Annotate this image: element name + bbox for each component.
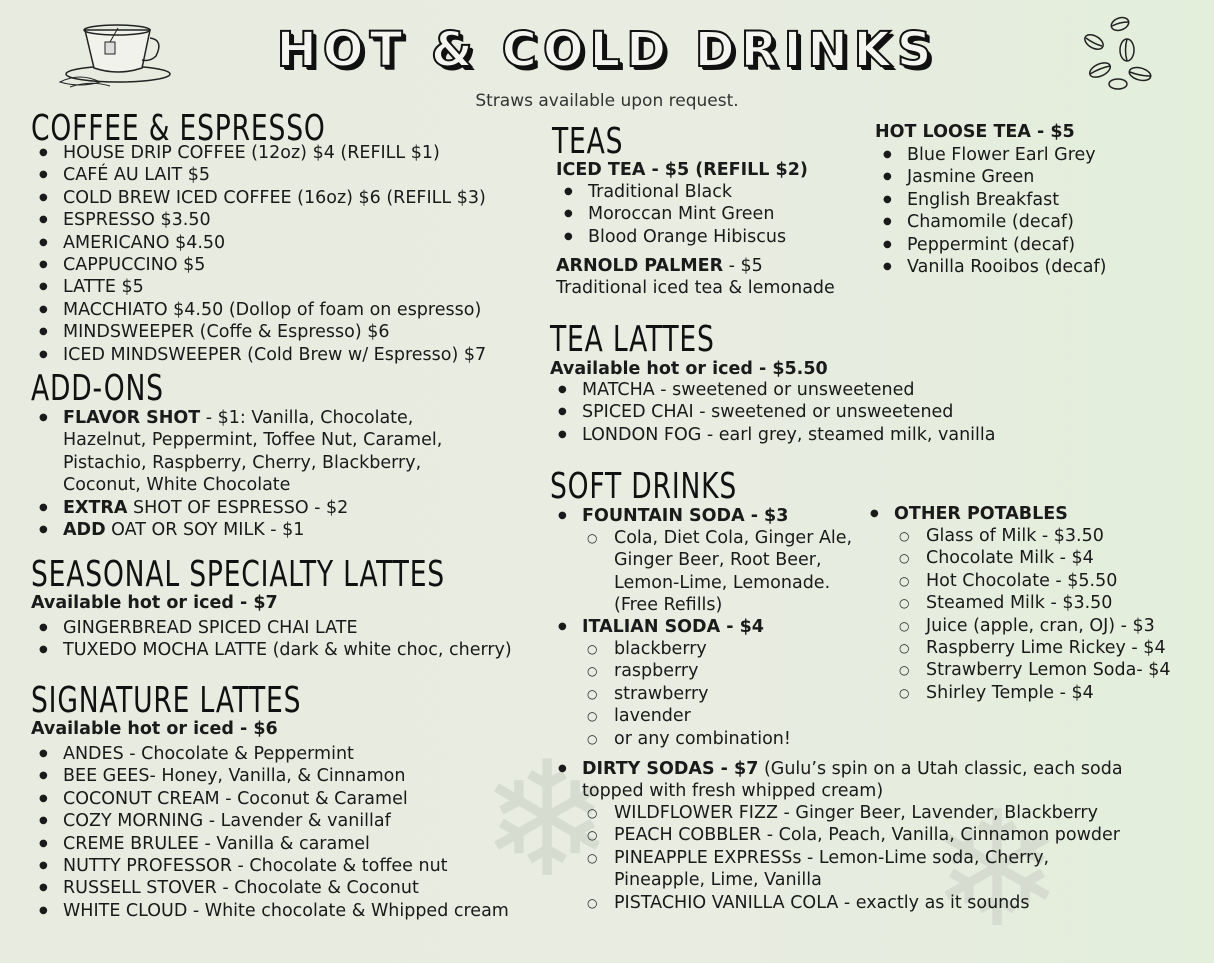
list-item: ● Peppermint (decaf) [875, 234, 1106, 256]
list-item: ○ blackberry [582, 638, 791, 660]
list-item: ● CAFÉ AU LAIT $5 [31, 164, 486, 186]
list-item-continuation: Hazelnut, Peppermint, Toffee Nut, Caramel, [63, 430, 443, 451]
list-item: ● WHITE CLOUD - White chocolate & Whipped cream [31, 900, 509, 922]
list-item: ● English Breakfast [875, 189, 1106, 211]
page-subtitle: Straws available upon request. [475, 91, 739, 111]
list-item: ○ or any combination! [582, 728, 791, 750]
list-item: ○ lavender [582, 705, 791, 727]
list-item [862, 503, 1068, 525]
flavor-shot-label: FLAVOR SHOT [63, 408, 201, 428]
list-item: ○ Juice (apple, cran, OJ) - $3 [894, 615, 1171, 637]
list-item: ● AMERICANO $4.50 [31, 232, 486, 254]
list-item: ● LONDON FOG - earl grey, steamed milk, vanilla [550, 424, 995, 446]
fountain-soda-flavors [582, 527, 852, 617]
iced-tea-list [556, 181, 786, 248]
list-item: ● Vanilla Rooibos (decaf) [875, 256, 1106, 278]
teas-section-title: TEAS [552, 121, 624, 162]
arnold-palmer-price: - $5 [723, 256, 763, 276]
list-item: ○ Shirley Temple - $4 [894, 682, 1171, 704]
soft-drinks-section-title: SOFT DRINKS [550, 466, 738, 507]
iced-tea-title: ICED TEA - $5 (REFILL $2) [556, 160, 808, 180]
signature-subtitle: Available hot or iced - $6 [31, 719, 278, 739]
signature-section-title: SIGNATURE LATTES [31, 680, 302, 721]
list-item: ○ strawberry [582, 683, 791, 705]
list-item: ○ Cola, Diet Cola, Ginger Ale, [582, 527, 852, 549]
list-item-continuation: Pistachio, Raspberry, Cherry, Blackberry, [63, 452, 422, 473]
list-item: ○ PINEAPPLE EXPRESSs - Lemon-Lime soda, Cherry, [582, 847, 1120, 869]
list-item: ○ PISTACHIO VANILLA COLA - exactly as it sounds [582, 892, 1120, 914]
list-item: ● SPICED CHAI - sweetened or unsweetened [550, 401, 995, 423]
list-item: ● ESPRESSO $3.50 [31, 209, 486, 231]
list-item: ○ Chocolate Milk - $4 [894, 547, 1171, 569]
list-item-continuation: (Free Refills) [614, 595, 723, 616]
coffee-list [31, 142, 486, 366]
list-item: ● CAPPUCCINO $5 [31, 254, 486, 276]
add-text: OAT OR SOY MILK - $1 [105, 520, 305, 541]
list-item: ● ICED MINDSWEEPER (Cold Brew w/ Espresso) $7 [31, 344, 486, 366]
list-item: ● GINGERBREAD SPICED CHAI LATE [31, 617, 512, 639]
list-item: ● RUSSELL STOVER - Chocolate & Coconut [31, 877, 509, 899]
list-item: ● Moroccan Mint Green [556, 203, 786, 225]
arnold-palmer [556, 255, 763, 277]
snowflake-decoration-icon: ❄ [480, 726, 615, 913]
list-item: ○ Strawberry Lemon Soda- $4 [894, 659, 1171, 681]
list-item: ● COCONUT CREAM - Coconut & Caramel [31, 788, 509, 810]
list-item: ● COZY MORNING - Lavender & vanillaf [31, 810, 509, 832]
extra-label: EXTRA [63, 497, 128, 518]
add-label: ADD [63, 520, 106, 541]
list-item: ● Blood Orange Hibiscus [556, 226, 786, 248]
list-item: ● TUXEDO MOCHA LATTE (dark & white choc, cherry) [31, 639, 512, 661]
list-item: ● LATTE $5 [31, 276, 486, 298]
italian-soda-flavors [582, 638, 791, 750]
extra-text: SHOT OF ESPRESSO - $2 [127, 497, 349, 518]
list-item: ● Traditional Black [556, 181, 786, 203]
list-item-continuation: topped with fresh whipped cream) [582, 781, 884, 802]
list-item-continuation: Coconut, White Chocolate [63, 475, 291, 496]
list-item: ○ raspberry [582, 660, 791, 682]
list-item: ● MATCHA - sweetened or unsweetened [550, 379, 995, 401]
list-item [550, 616, 764, 638]
fountain-soda-title: FOUNTAIN SODA - $3 [582, 506, 789, 526]
list-item [31, 497, 442, 519]
list-item: ○ Hot Chocolate - $5.50 [894, 570, 1171, 592]
dirty-sodas-text: (Gulu’s spin on a Utah classic, each soda [758, 759, 1123, 779]
flavor-shot-text: - $1: Vanilla, Chocolate, [200, 408, 414, 428]
hot-tea-list [875, 144, 1106, 278]
seasonal-subtitle: Available hot or iced - $7 [31, 593, 278, 613]
list-item: ○ Raspberry Lime Rickey - $4 [894, 637, 1171, 659]
list-item: ● CREME BRULEE - Vanilla & caramel [31, 833, 509, 855]
list-item: ● HOUSE DRIP COFFEE (12oz) $4 (REFILL $1) [31, 142, 486, 164]
list-item-continuation: Pineapple, Lime, Vanilla [614, 870, 822, 891]
list-item [31, 407, 442, 429]
other-potables-items [894, 525, 1171, 704]
seasonal-list [31, 617, 512, 662]
dirty-sodas-items [582, 802, 1120, 914]
coffee-section-title: COFFEE & ESPRESSO [31, 108, 326, 149]
other-potables-list [862, 503, 1068, 525]
tea-lattes-section-title: TEA LATTES [550, 319, 715, 360]
list-item: ● Jasmine Green [875, 166, 1106, 188]
arnold-palmer-label: ARNOLD PALMER [556, 256, 724, 276]
list-item-continuation: Lemon-Lime, Lemonade. [614, 572, 831, 593]
list-item: ● COLD BREW ICED COFFEE (16oz) $6 (REFILL $3) [31, 187, 486, 209]
list-item: ● ANDES - Chocolate & Peppermint [31, 743, 509, 765]
other-potables-title: OTHER POTABLES [894, 504, 1068, 524]
list-item [550, 505, 788, 527]
signature-list [31, 743, 509, 922]
addons-section-title: ADD-ONS [31, 368, 164, 409]
italian-soda-list [550, 616, 764, 638]
list-item: ○ Steamed Milk - $3.50 [894, 592, 1171, 614]
list-item-continuation: Ginger Beer, Root Beer, [614, 550, 822, 571]
page-title: HOT & COLD DRINKS [276, 22, 938, 78]
tea-lattes-list [550, 379, 995, 446]
list-item: ● NUTTY PROFESSOR - Chocolate & toffee nut [31, 855, 509, 877]
arnold-palmer-desc: Traditional iced tea & lemonade [556, 278, 835, 298]
list-item: ● MINDSWEEPER (Coffe & Espresso) $6 [31, 321, 486, 343]
list-item [550, 758, 1123, 780]
italian-soda-title: ITALIAN SODA - $4 [582, 617, 764, 637]
dirty-sodas-title: DIRTY SODAS - $7 [582, 759, 759, 779]
fountain-soda-list [550, 505, 788, 527]
list-item: ● Blue Flower Earl Grey [875, 144, 1106, 166]
hot-tea-title: HOT LOOSE TEA - $5 [875, 122, 1075, 142]
list-item: ○ PEACH COBBLER - Cola, Peach, Vanilla, Cinnamon powder [582, 824, 1120, 846]
list-item: ● MACCHIATO $4.50 (Dollop of foam on espresso) [31, 299, 486, 321]
tea-lattes-subtitle: Available hot or iced - $5.50 [550, 359, 828, 379]
list-item [31, 519, 442, 541]
list-item: ○ Glass of Milk - $3.50 [894, 525, 1171, 547]
dirty-sodas-list [550, 758, 1123, 803]
snowflake-decoration-icon: ❄ [930, 776, 1065, 963]
seasonal-section-title: SEASONAL SPECIALTY LATTES [31, 554, 445, 595]
list-item: ○ WILDFLOWER FIZZ - Ginger Beer, Lavender, Blackberry [582, 802, 1120, 824]
list-item: ● BEE GEES- Honey, Vanilla, & Cinnamon [31, 765, 509, 787]
addons-list [31, 407, 442, 541]
list-item: ● Chamomile (decaf) [875, 211, 1106, 233]
